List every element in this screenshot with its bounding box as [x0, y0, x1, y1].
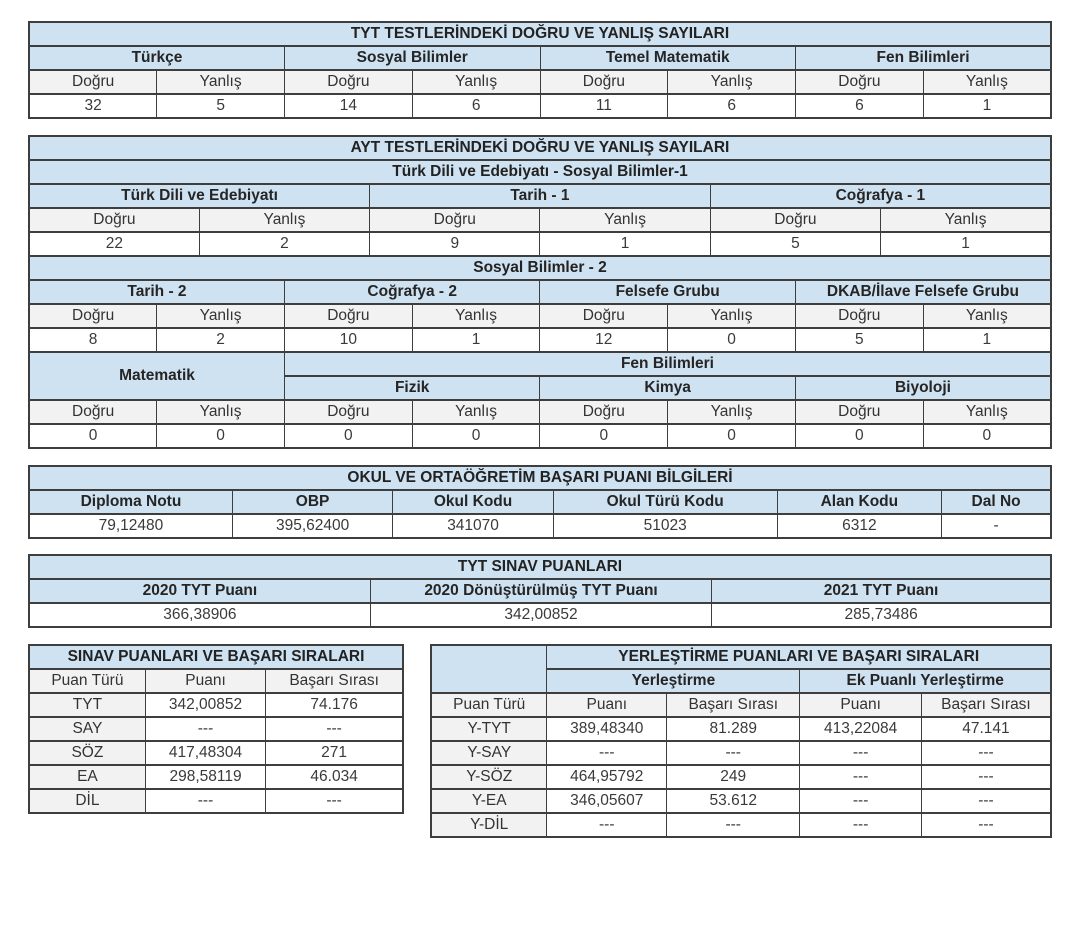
ayt-group2-title: Sosyal Bilimler - 2 — [29, 256, 1051, 280]
group-header-ek-puanli: Ek Puanlı Yerleştirme — [800, 669, 1051, 693]
value-cell: 0 — [923, 424, 1051, 448]
ayt-table-title: AYT TESTLERİNDEKİ DOĞRU VE YANLIŞ SAYILARI — [29, 136, 1051, 160]
value-cell: 10 — [284, 328, 412, 352]
section-header-fen-ayt: Fen Bilimleri — [284, 352, 1051, 376]
value-cell: --- — [145, 717, 265, 741]
value-cell: 14 — [285, 94, 413, 118]
col-header-dogru: Doğru — [284, 400, 412, 424]
section-header-tarih2: Tarih - 2 — [29, 280, 284, 304]
row-label: Y-SAY — [431, 741, 547, 765]
value-cell: 413,22084 — [800, 717, 922, 741]
sinav-table-title: SINAV PUANLARI VE BAŞARI SIRALARI — [29, 645, 403, 669]
col-header-puani: Puanı — [547, 693, 667, 717]
value-cell: - — [942, 514, 1051, 538]
col-header-puani: Puanı — [800, 693, 922, 717]
section-header-matematik-ayt: Matematik — [29, 352, 284, 400]
col-header-yanlis: Yanlış — [923, 304, 1051, 328]
section-header-tde: Türk Dili ve Edebiyatı — [29, 184, 370, 208]
value-cell: --- — [921, 813, 1051, 837]
col-header-dogru: Doğru — [29, 304, 157, 328]
col-header-dogru: Doğru — [796, 70, 924, 94]
value-cell: 0 — [412, 424, 540, 448]
col-header-2020-tyt: 2020 TYT Puanı — [29, 579, 370, 603]
col-header-dogru: Doğru — [29, 400, 157, 424]
value-cell: 1 — [412, 328, 540, 352]
table-row — [431, 717, 1051, 741]
value-cell: 0 — [157, 424, 285, 448]
value-cell: 249 — [667, 765, 800, 789]
col-header-yanlis: Yanlış — [157, 304, 285, 328]
col-header-2021-tyt: 2021 TYT Puanı — [712, 579, 1051, 603]
yerlestirme-table-title: YERLEŞTİRME PUANLARI VE BAŞARI SIRALARI — [547, 645, 1051, 669]
col-header-yanlis: Yanlış — [412, 400, 540, 424]
group-header-yerlestirme: Yerleştirme — [547, 669, 800, 693]
row-label: DİL — [29, 789, 145, 813]
col-header-dogru: Doğru — [29, 208, 199, 232]
tyt-scores-table — [28, 554, 1052, 628]
row-label: Y-EA — [431, 789, 547, 813]
col-header-yanlis: Yanlış — [668, 400, 796, 424]
value-cell: 1 — [540, 232, 710, 256]
section-header-tarih1: Tarih - 1 — [370, 184, 711, 208]
value-cell: 22 — [29, 232, 199, 256]
col-header-basari-sirasi: Başarı Sırası — [921, 693, 1051, 717]
row-label: TYT — [29, 693, 145, 717]
value-cell: 0 — [668, 424, 796, 448]
table-row — [29, 717, 403, 741]
table-row — [431, 741, 1051, 765]
value-cell: 79,12480 — [29, 514, 232, 538]
value-cell: 53.612 — [667, 789, 800, 813]
section-header-turkce: Türkçe — [29, 46, 285, 70]
value-cell: --- — [921, 765, 1051, 789]
value-cell: 0 — [540, 424, 668, 448]
value-cell: --- — [667, 741, 800, 765]
row-label: Y-SÖZ — [431, 765, 547, 789]
value-cell: 5 — [710, 232, 880, 256]
value-cell: --- — [547, 741, 667, 765]
value-cell: --- — [921, 741, 1051, 765]
value-cell: 2 — [199, 232, 369, 256]
value-cell: 389,48340 — [547, 717, 667, 741]
col-header-dal-no: Dal No — [942, 490, 1051, 514]
col-header-alan-kodu: Alan Kodu — [777, 490, 942, 514]
value-cell: --- — [921, 789, 1051, 813]
section-header-felsefe: Felsefe Grubu — [540, 280, 795, 304]
sinav-puanlari-table — [28, 644, 404, 814]
value-cell: --- — [800, 789, 922, 813]
value-cell: 1 — [923, 328, 1051, 352]
col-header-obp: OBP — [232, 490, 392, 514]
value-cell: 12 — [540, 328, 668, 352]
col-header-dogru: Doğru — [795, 304, 923, 328]
value-cell: --- — [667, 813, 800, 837]
table-row — [29, 789, 403, 813]
value-cell: 395,62400 — [232, 514, 392, 538]
value-cell: 8 — [29, 328, 157, 352]
tyt-table-title: TYT TESTLERİNDEKİ DOĞRU VE YANLIŞ SAYILARI — [29, 22, 1051, 46]
col-header-puani: Puanı — [145, 669, 265, 693]
section-header-sosyal: Sosyal Bilimler — [285, 46, 541, 70]
value-cell: 1 — [881, 232, 1051, 256]
value-cell: 0 — [284, 424, 412, 448]
col-header-dogru: Doğru — [795, 400, 923, 424]
value-cell: 0 — [29, 424, 157, 448]
row-label: SÖZ — [29, 741, 145, 765]
value-cell: 366,38906 — [29, 603, 370, 627]
col-header-dogru: Doğru — [540, 304, 668, 328]
value-cell: 5 — [795, 328, 923, 352]
value-cell: 341070 — [393, 514, 553, 538]
col-header-yanlis: Yanlış — [412, 70, 540, 94]
tyt-scores-title: TYT SINAV PUANLARI — [29, 555, 1051, 579]
col-header-basari-sirasi: Başarı Sırası — [266, 669, 403, 693]
value-cell: 0 — [668, 328, 796, 352]
col-header-yanlis: Yanlış — [881, 208, 1051, 232]
value-cell: 346,05607 — [547, 789, 667, 813]
table-row — [431, 789, 1051, 813]
section-header-dkab: DKAB/İlave Felsefe Grubu — [795, 280, 1051, 304]
col-header-dogru: Doğru — [540, 70, 668, 94]
okul-info-table — [28, 465, 1052, 539]
col-header-diploma-notu: Diploma Notu — [29, 490, 232, 514]
tyt-results-table — [28, 21, 1052, 119]
row-label: Y-DİL — [431, 813, 547, 837]
value-cell: --- — [266, 717, 403, 741]
row-label: SAY — [29, 717, 145, 741]
col-header-okul-turu-kodu: Okul Türü Kodu — [553, 490, 777, 514]
value-cell: 46.034 — [266, 765, 403, 789]
table-row — [431, 765, 1051, 789]
value-cell: 271 — [266, 741, 403, 765]
col-header-yanlis: Yanlış — [923, 70, 1051, 94]
col-header-yanlis: Yanlış — [157, 70, 285, 94]
col-header-yanlis: Yanlış — [199, 208, 369, 232]
section-header-matematik: Temel Matematik — [540, 46, 796, 70]
col-header-dogru: Doğru — [710, 208, 880, 232]
value-cell: 0 — [795, 424, 923, 448]
ayt-group1-title: Türk Dili ve Edebiyatı - Sosyal Bilimler-1 — [29, 160, 1051, 184]
value-cell: 11 — [540, 94, 668, 118]
okul-table-title: OKUL VE ORTAÖĞRETİM BAŞARI PUANI BİLGİLERİ — [29, 466, 1051, 490]
value-cell: --- — [145, 789, 265, 813]
empty-corner-cell — [431, 645, 547, 693]
col-header-yanlis: Yanlış — [157, 400, 285, 424]
value-cell: 51023 — [553, 514, 777, 538]
value-cell: 6 — [668, 94, 796, 118]
yerlestirme-puanlari-table — [430, 644, 1052, 838]
row-label: Y-TYT — [431, 717, 547, 741]
value-cell: 464,95792 — [547, 765, 667, 789]
section-header-cografya2: Coğrafya - 2 — [284, 280, 539, 304]
col-header-dogru: Doğru — [29, 70, 157, 94]
col-header-okul-kodu: Okul Kodu — [393, 490, 553, 514]
col-header-yanlis: Yanlış — [668, 70, 796, 94]
value-cell: --- — [800, 813, 922, 837]
value-cell: 417,48304 — [145, 741, 265, 765]
value-cell: 342,00852 — [370, 603, 711, 627]
value-cell: 1 — [923, 94, 1051, 118]
col-header-dogru: Doğru — [370, 208, 540, 232]
section-header-fizik: Fizik — [284, 376, 539, 400]
table-row — [431, 813, 1051, 837]
col-header-2020-donusturulmus: 2020 Dönüştürülmüş TYT Puanı — [370, 579, 711, 603]
value-cell: 6 — [412, 94, 540, 118]
value-cell: 47.141 — [921, 717, 1051, 741]
table-row — [29, 741, 403, 765]
col-header-yanlis: Yanlış — [540, 208, 710, 232]
section-header-cografya1: Coğrafya - 1 — [710, 184, 1051, 208]
col-header-dogru: Doğru — [285, 70, 413, 94]
section-header-fen: Fen Bilimleri — [796, 46, 1052, 70]
value-cell: 9 — [370, 232, 540, 256]
value-cell: 81.289 — [667, 717, 800, 741]
table-row — [29, 765, 403, 789]
section-header-biyoloji: Biyoloji — [795, 376, 1051, 400]
value-cell: 6 — [796, 94, 924, 118]
section-header-kimya: Kimya — [540, 376, 795, 400]
value-cell: 32 — [29, 94, 157, 118]
value-cell: 2 — [157, 328, 285, 352]
value-cell: 342,00852 — [145, 693, 265, 717]
value-cell: 74.176 — [266, 693, 403, 717]
value-cell: 5 — [157, 94, 285, 118]
col-header-yanlis: Yanlış — [923, 400, 1051, 424]
value-cell: 298,58119 — [145, 765, 265, 789]
col-header-basari-sirasi: Başarı Sırası — [667, 693, 800, 717]
value-cell: --- — [266, 789, 403, 813]
ayt-results-table — [28, 135, 1052, 449]
col-header-dogru: Doğru — [540, 400, 668, 424]
value-cell: 6312 — [777, 514, 942, 538]
col-header-dogru: Doğru — [284, 304, 412, 328]
col-header-puan-turu: Puan Türü — [29, 669, 145, 693]
col-header-puan-turu: Puan Türü — [431, 693, 547, 717]
value-cell: --- — [800, 765, 922, 789]
col-header-yanlis: Yanlış — [668, 304, 796, 328]
bottom-tables-row — [28, 644, 1052, 838]
row-label: EA — [29, 765, 145, 789]
col-header-yanlis: Yanlış — [412, 304, 540, 328]
value-cell: 285,73486 — [712, 603, 1051, 627]
table-row — [29, 693, 403, 717]
value-cell: --- — [547, 813, 667, 837]
value-cell: --- — [800, 741, 922, 765]
